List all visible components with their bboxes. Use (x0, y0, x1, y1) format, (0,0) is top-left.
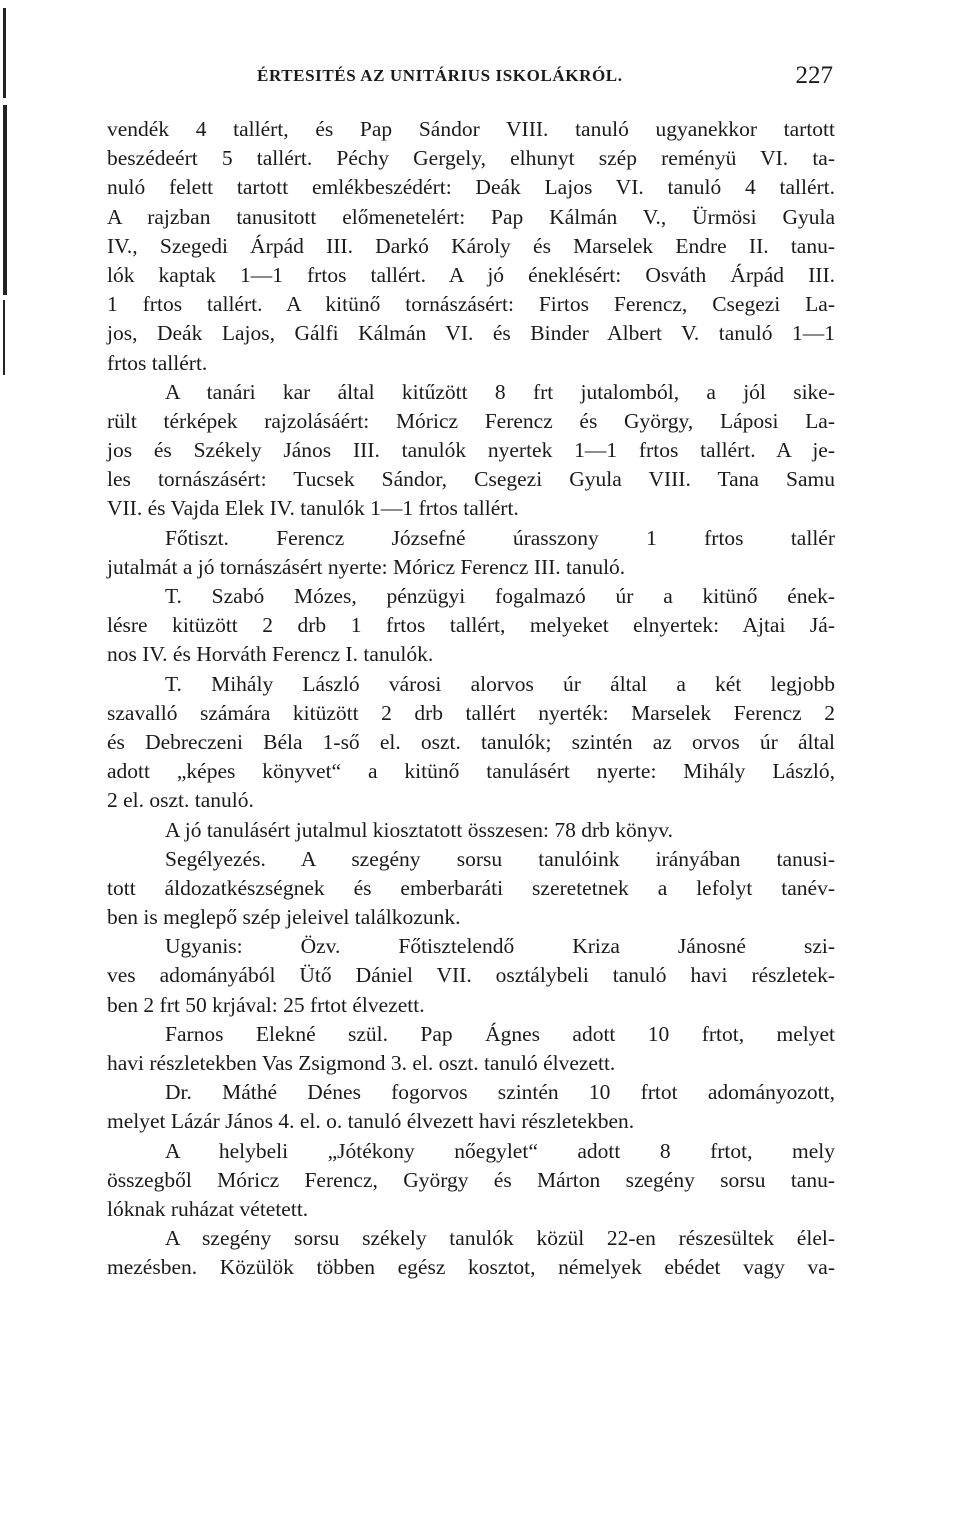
text-line: IV., Szegedi Árpád III. Darkó Károly és Marselek Endre II. tanu- (107, 233, 835, 258)
text-line: ben is meglepő szép jeleivel találkozunk. (107, 905, 461, 930)
text-line: adott „képes könyvet“ a kitünő tanulásért nyerte: Mihály László, (107, 759, 835, 784)
text-line: A jó tanulásért jutalmul kiosztatott összesen: 78 drb könyv. (165, 817, 673, 842)
text-line: tott áldozatkészségnek és emberbaráti szeretetnek a lefolyt tanév- (107, 875, 835, 900)
text-line: rült térképek rajzolásáért: Móricz Ferencz és György, Láposi La- (107, 408, 835, 433)
text-line: Főtiszt. Ferencz Józsefné úrasszony 1 frtos tallér (165, 525, 835, 550)
text-line: ben 2 frt 50 krjával: 25 frtot élvezett. (107, 992, 425, 1017)
text-line: összegből Móricz Ferencz, György és Márton szegény sorsu tanu- (107, 1167, 835, 1192)
text-line: A rajzban tanusitott előmenetelért: Pap Kálmán V., Ürmösi Gyula (107, 204, 835, 229)
text-line: A tanári kar által kitűzött 8 frt jutalomból, a jól sike- (165, 379, 835, 404)
text-line: Farnos Elekné szül. Pap Ágnes adott 10 frtot, melyet (165, 1021, 835, 1046)
text-line: mezésben. Közülök többen egész kosztot, némelyek ebédet vagy va- (107, 1255, 835, 1280)
text-line: A helybeli „Jótékony nőegylet“ adott 8 frtot, mely (165, 1138, 835, 1163)
text-line: lók kaptak 1—1 frtos tallért. A jó éneklésért: Osváth Árpád III. (107, 262, 835, 287)
body-text (107, 115, 835, 1283)
text-line: és Debreczeni Béla 1-ső el. oszt. tanulók; szintén az orvos úr által (107, 729, 835, 754)
text-line: jos, Deák Lajos, Gálfi Kálmán VI. és Binder Albert V. tanuló 1—1 (107, 321, 835, 346)
text-line: Dr. Máthé Dénes fogorvos szintén 10 frtot adományozott, (165, 1080, 835, 1105)
scan-edge-mark-middle (3, 105, 7, 295)
text-line: frtos tallért. (107, 350, 208, 375)
text-line: Ugyanis: Özv. Főtisztelendő Kriza Jánosné szi- (165, 934, 835, 959)
running-title: ÉRTESITÉS AZ UNITÁRIUS ISKOLÁKRÓL. (257, 66, 623, 85)
text-line: T. Mihály László városi alorvos úr által a két legjobb (165, 671, 835, 696)
text-line: 1 frtos tallért. A kitünő tornászásért: Firtos Ferencz, Csegezi La- (107, 292, 835, 317)
text-line: jos és Székely János III. tanulók nyertek 1—1 frtos tallért. A je- (107, 438, 835, 463)
text-line: Segélyezés. A szegény sorsu tanulóink irányában tanusi- (165, 846, 835, 871)
text-line: 2 el. oszt. tanuló. (107, 788, 254, 813)
text-line: havi részletekben Vas Zsigmond 3. el. oszt. tanuló élvezett. (107, 1051, 616, 1075)
text-line: nuló felett tartott emlékbeszédért: Deák Lajos VI. tanuló 4 tallért. (107, 175, 835, 200)
text-line: A szegény sorsu székely tanulók közül 22-en részesültek élel- (165, 1226, 835, 1251)
text-line: melyet Lázár János 4. el. o. tanuló élvezett havi részletekben. (107, 1109, 635, 1134)
running-header (257, 62, 833, 96)
text-line: les tornászásért: Tucsek Sándor, Csegezi Gyula VIII. Tana Samu (107, 467, 835, 492)
text-line: T. Szabó Mózes, pénzügyi fogalmazó úr a kitünő ének- (165, 584, 835, 608)
text-line: szavalló számára kitüzött 2 drb tallért nyerték: Marselek Ferencz 2 (107, 700, 835, 725)
text-line: lóknak ruházat vétetett. (107, 1196, 309, 1221)
text-line: lésre kitüzött 2 drb 1 frtos tallért, melyeket elnyertek: Ajtai Já- (107, 613, 835, 638)
text-line: jutalmát a jó tornászásért nyerte: Móricz Ferencz III. tanuló. (107, 554, 626, 579)
scan-edge-mark-lower (3, 300, 5, 375)
text-line: VII. és Vajda Elek IV. tanulók 1—1 frtos tallért. (107, 496, 519, 521)
page-number: 227 (795, 62, 833, 89)
text-line: vendék 4 tallért, és Pap Sándor VIII. tanuló ugyanekkor tartott (107, 117, 835, 141)
text-line: beszédeért 5 tallért. Péchy Gergely, elhunyt szép reményü VI. ta- (107, 146, 835, 171)
text-line: ves adományából Ütő Dániel VII. osztálybeli tanuló havi részletek- (107, 963, 835, 988)
scan-edge-mark-top (3, 8, 6, 98)
text-line: nos IV. és Horváth Ferencz I. tanulók. (107, 642, 434, 667)
